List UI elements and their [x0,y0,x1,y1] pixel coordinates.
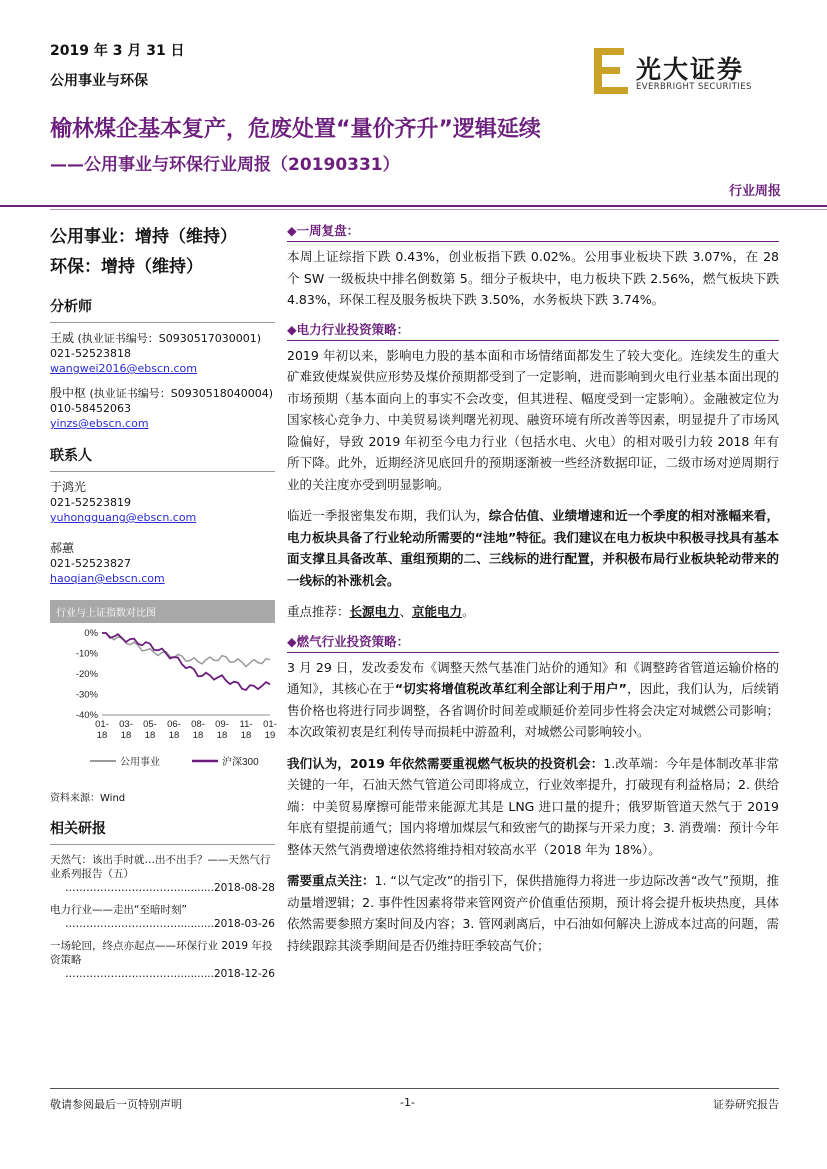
power-recommendations: 重点推荐：长源电力、京能电力。 [287,604,475,619]
x-tick-label: 01- [263,719,277,730]
analyst-card [50,386,275,431]
section-heading-week-review: ◆一周复盘： [287,222,779,242]
report-title: 榆林煤企基本复产，危废处置“量价齐升”逻辑延续 [50,117,541,142]
footer-divider [50,1088,779,1089]
related-report-item[interactable] [50,903,275,931]
power-paragraph-2: 临近一季报密集发布期，我们认为，综合估值、业绩增速和近一个季度的相对涨幅来看，电力板块具备了行业轮动所需要的“洼地”特征。我们建议在电力板块中积极寻找具有基本面支撑且具备改革、重组预期的二、三线标的进行配置，并积极布局行业板块轮动带来的一线标的补涨机会。 [287,508,779,588]
x-tick-label: 01- [95,719,109,730]
x-tick-label: 18 [144,730,156,741]
y-tick-label: -40% [75,710,98,721]
logo-text-en: EVERBRIGHT SECURITIES [636,82,752,92]
related-report-date: ……………………………..........2018-12-26 [65,968,275,980]
power-paragraph-1: 2019 年初以来，影响电力股的基本面和市场情绪面都发生了较大变化。连续发生的重大矿难致使煤炭供应形势及煤价预期都受到了一定影响，进而影响到火电行业基本面出现的市场预期（基本面向上的事实不会改变，但其进程、幅度受到一定影响）。金融被定位为国家核心竞争力、中美贸易谈判曙光初现、融资环境有所改善等因素，明显提升了市场风险偏好，导致 2019 年初至今电力行业（包括水电、火电）的相对吸引力较 2018 年有所下降。此外，近期经济见底回升的预期逐渐被一些经济数据印证，二级市场对逆周期行业的关注度亦受到明显影响。 [287,347,779,492]
x-tick-label: 18 [240,730,252,741]
stock-link-changyuan[interactable]: 长源电力 [349,604,400,619]
related-report-title: 天然气：该出手时就…出不出手？——天然气行业系列报告（五） [50,854,271,880]
y-tick-label: -20% [75,669,98,680]
related-divider [50,844,275,845]
section-heading-power: ◆电力行业投资策略： [287,321,779,341]
logo-mark-icon [592,48,630,94]
gas-paragraph-1: 3 月 29 日，发改委发布《调整天然气基准门站价的通知》和《调整跨省管道运输价格的通知》，其核心在于“切实将增值税改革红利全部让利于用户”，因此，我们认为，后续销售价格也将进行同步调整，各省调价时间差或顺延价差同步性将会决定对城燃公司影响；本次政策初衷是红利传导而损耗中游盈利，对城燃公司影响较小。 [287,659,779,739]
x-tick-label: 03- [119,719,133,730]
x-tick-label: 11- [239,719,253,730]
sector-label: 公用事业与环保 [50,73,148,89]
power-key-view: 综合估值、业绩增速和近一个季度的相对涨幅来看，电力板块具备了行业轮动所需要的“洼地”特征。我们建议在电力板块中积极寻找具有基本面支撑且具备改革、重组预期的二、三线标的进行配置，并积极布局行业板块轮动带来的一线标的补涨机会。 [287,508,779,588]
chart-source: 资料来源：Wind [50,793,126,804]
analyst-cert: (执业证书编号：S0930518040004) [89,387,274,400]
legend-label: 沪深300 [222,757,259,768]
sidebar [50,222,275,989]
contact-phone: 021-52523827 [50,557,131,570]
analyst-cert: (执业证书编号：S0930517030001) [77,332,262,345]
contact-divider [50,471,275,472]
contact-email-link[interactable]: haoqian@ebscn.com [50,572,165,585]
analyst-name: 王威 [50,331,75,345]
related-report-title: 一场轮回，终点亦起点——环保行业 2019 年投资策略 [50,940,273,966]
contact-card [50,480,275,525]
x-tick-label: 18 [168,730,180,741]
gas-key-phrase: “切实将增值税改革红利全部让利于用户” [394,681,627,696]
y-tick-label: -10% [75,648,98,660]
x-tick-label: 18 [120,730,132,741]
contact-name: 于鸿光 [50,480,87,494]
main-content [287,222,779,966]
y-tick-label: 0% [84,628,98,639]
chart-svg [50,623,275,783]
series-line [102,633,270,667]
y-tick-label: -30% [75,689,98,701]
analyst-name-line [50,386,275,401]
rating-utilities: 公用事业：增持（维持） [50,227,237,247]
x-tick-label: 06- [167,719,181,730]
related-report-title: 电力行业——走出“至暗时刻” [50,904,187,916]
footer-disclaimer: 敬请参阅最后一页特别声明 [50,1098,182,1111]
analyst-divider [50,322,275,323]
related-report-item[interactable] [50,853,275,895]
x-tick-label: 19 [264,730,276,741]
week-review-text: 本周上证综指下跌 0.43%，创业板指下跌 0.02%。公用事业板块下跌 3.07%，在 28 个 SW 一级板块中排名倒数第 5。细分子板块中，电力板块下跌 2.56%，燃气板块下跌 4.83%，环保工程及服务板块下跌 3.50%，水务板块下跌 3.74%。 [287,249,779,307]
report-subtitle: ——公用事业与环保行业周报（20190331） [50,155,400,175]
analyst-card [50,331,275,376]
x-tick-label: 18 [192,730,204,741]
related-heading: 相关研报 [50,821,106,837]
x-tick-label: 18 [96,730,108,741]
stock-link-jingneng[interactable]: 京能电力 [412,604,463,619]
x-tick-label: 05- [143,719,157,730]
analyst-name-line [50,331,275,346]
x-tick-label: 18 [216,730,228,741]
analyst-heading: 分析师 [50,299,92,315]
doc-type-label: 行业周报 [728,184,781,199]
contact-heading: 联系人 [50,448,92,464]
rating-environment: 环保：增持（维持） [50,257,203,277]
report-date: 2019 年 3 月 31 日 [50,43,185,59]
legend-label: 公用事业 [120,757,160,768]
footer-report-type: 证券研究报告 [713,1098,779,1111]
related-report-date: ……………………………..........2018-08-28 [65,882,275,894]
analyst-email-link[interactable]: yinzs@ebscn.com [50,417,149,430]
x-tick-label: 09- [215,719,229,730]
index-comparison-chart [50,600,275,804]
analyst-email-link[interactable]: wangwei2016@ebscn.com [50,362,197,375]
contact-card [50,541,275,586]
gas-paragraph-2: 我们认为，2019 年依然需要重视燃气板块的投资机会：1.改革端：今年是体制改革非常关键的一年，石油天然气管道公司即将成立，行业效率提升，打破现有利益格局；2. 供给端：中美贸易摩擦可能带来能源尤其是 LNG 进口量的提升；俄罗斯管道天然气于 2019 年底有望提前通气；国内将增加煤层气和致密气的勘探与开采力度；3. 消费端：预计今年整体天然气消费增速依然将维持相对较高水平（2018 年为 18%）。 [287,755,779,857]
contact-name: 郝蕙 [50,541,75,555]
header-divider-thin [50,209,827,210]
section-heading-gas: ◆燃气行业投资策略： [287,633,779,653]
contact-email-link[interactable]: yuhongguang@ebscn.com [50,511,197,524]
contact-phone: 021-52523819 [50,496,131,509]
x-tick-label: 08- [191,719,205,730]
logo-text-cn: 光大证券 [636,55,745,84]
header-divider [0,205,827,207]
analyst-phone: 021-52523818 [50,347,131,360]
related-report-date: ……………………………..........2018-03-26 [65,918,275,930]
chart-title: 行业与上证指数对比图 [50,600,275,623]
company-logo [592,46,782,96]
analyst-name: 殷中枢 [50,386,87,400]
page-number: -1- [400,1096,415,1109]
gas-paragraph-3: 需要重点关注：1. “以气定改”的指引下，保供措施得力将进一步边际改善“改气”预期，推动量增逻辑；2. 事件性因素将带来管网资产价值重估预期，预计将会提升板块热度，具体依然需要参照方案时间及内容；3. 管网剥离后，中石油如何解决上游成本过高的问题，需持续跟踪其淡季期间是否仍维持旺季较高气价； [287,873,779,953]
analyst-phone: 010-58452063 [50,402,131,415]
related-report-item[interactable] [50,939,275,981]
